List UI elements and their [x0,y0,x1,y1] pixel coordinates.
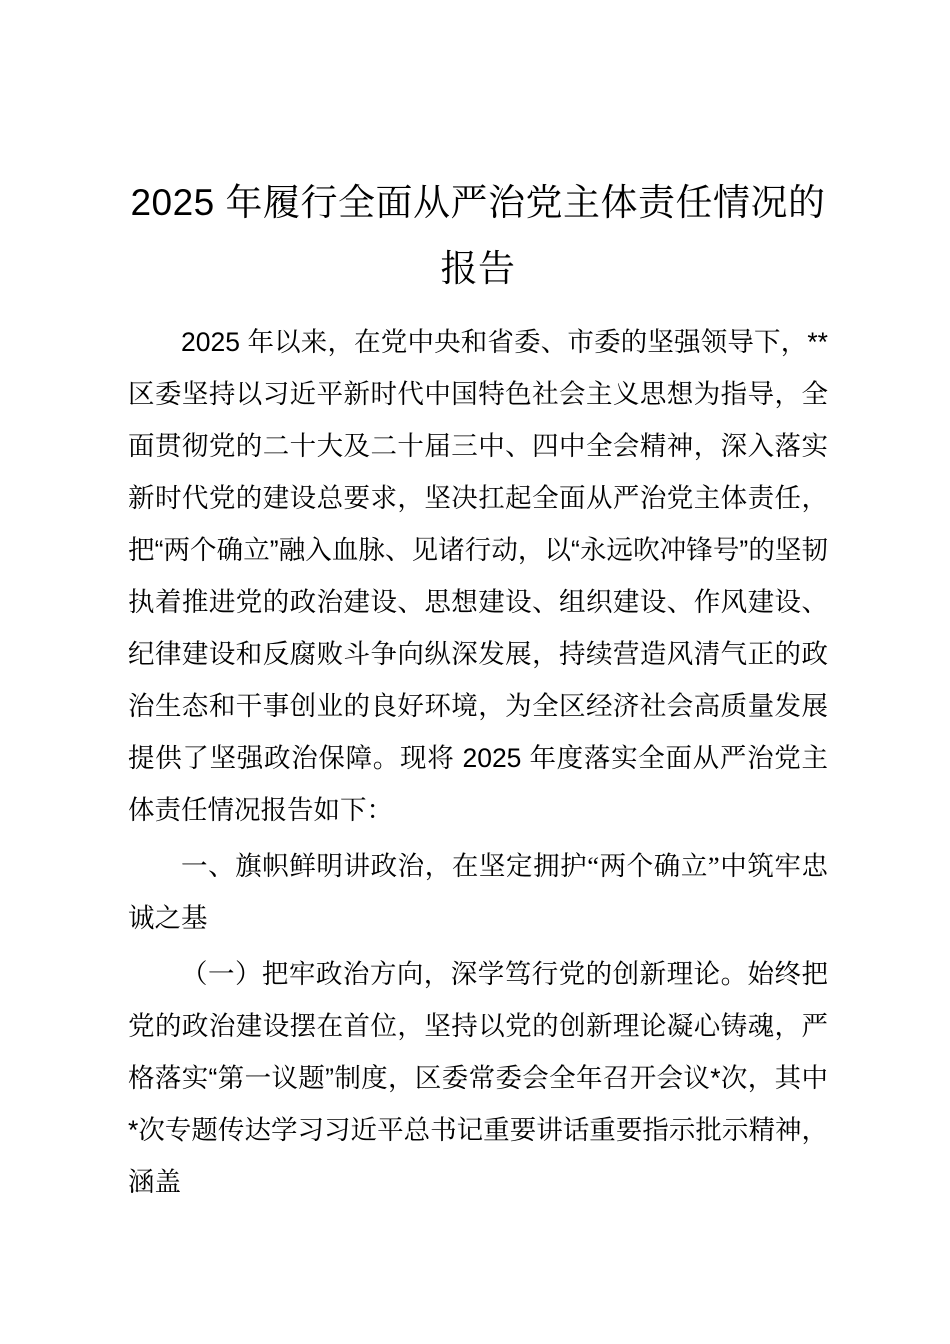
opening-paragraph: 2025 年以来，在党中央和省委、市委的坚强领导下，**区委坚持以习近平新时代中国特色社会主义思想为指导，全面贯彻党的二十大及二十届三中、四中全会精神，深入落实新时代党的建设总要求，坚决扛起全面从严治党主体责任，把“两个确立”融入血脉、见诸行动，以“永远吹冲锋号”的坚韧执着推进党的政治建设、思想建设、组织建设、作风建设、纪律建设和反腐败斗争向纵深发展，持续营造风清气正的政治生态和干事创业的良好环境，为全区经济社会高质量发展提供了坚强政治保障。现将 2025 年度落实全面从严治党主体责任情况报告如下： [128,327,828,825]
document-body [128,170,828,1208]
subsection-paragraph-1: （一）把牢政治方向，深学笃行党的创新理论。始终把党的政治建设摆在首位，坚持以党的创新理论凝心铸魂，严格落实“第一议题”制度，区委常委会全年召开会议*次，其中*次专题传达学习习近平总书记重要讲话重要指示批示精神，涵盖 [128,959,828,1197]
page-title: 2025 年履行全面从严治党主体责任情况的报告 [130,182,826,289]
section-heading-1: 一、旗帜鲜明讲政治，在坚定拥护“两个确立”中筑牢忠诚之基 [128,851,828,933]
